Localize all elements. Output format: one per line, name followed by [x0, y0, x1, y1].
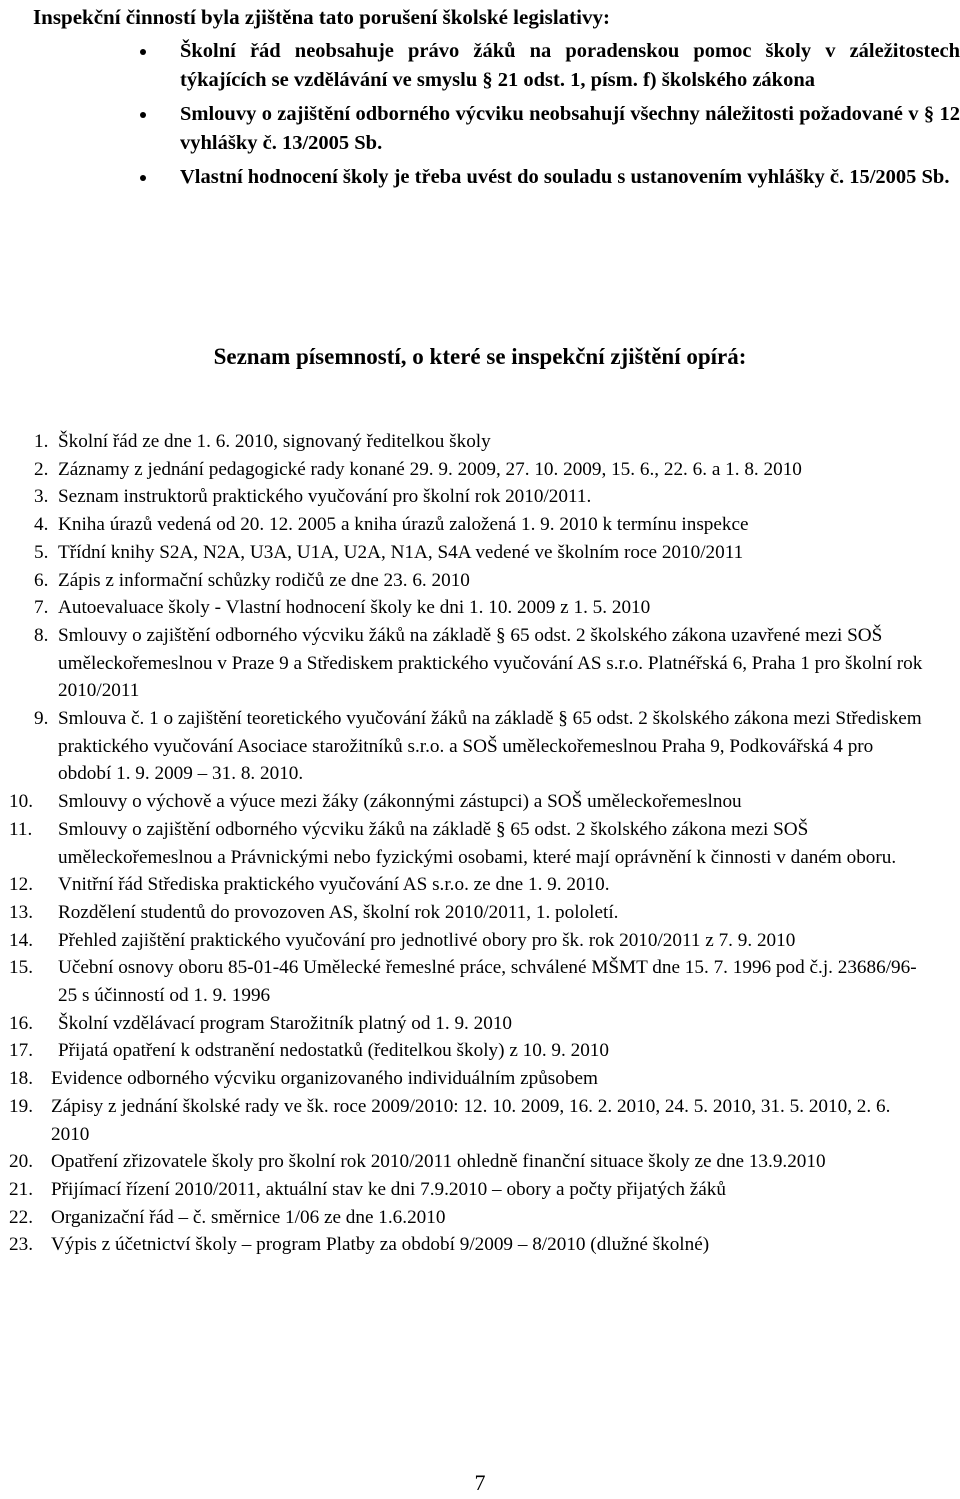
document-item	[0, 428, 930, 456]
document-text: Autoevaluace školy - Vlastní hodnocení školy ke dni 1. 10. 2009 z 1. 5. 2010	[58, 597, 651, 619]
document-text: Evidence odborného výcviku organizovaného individuálním způsobem	[51, 1068, 598, 1090]
document-text: Organizační řád – č. směrnice 1/06 ze dne 1.6.2010	[51, 1206, 446, 1228]
page-number: 7	[474, 1470, 486, 1495]
documents-list	[0, 428, 960, 1259]
document-text: Zápisy z jednání školské rady ve šk. roce 2009/2010: 12. 10. 2009, 16. 2. 2010, 24. 5. 2010, 31. 5. 2010, 2. 6. 2010	[51, 1095, 891, 1145]
document-item	[0, 1010, 930, 1038]
document-number: 21.	[9, 1178, 33, 1200]
document-number: 12.	[9, 874, 33, 896]
document-text: Vnitřní řád Střediska praktického vyučování AS s.r.o. ze dne 1. 9. 2010.	[58, 874, 610, 896]
document-number: 22.	[9, 1206, 33, 1228]
bullet-icon	[140, 49, 146, 55]
document-number: 6.	[34, 569, 49, 591]
document-number: 4.	[34, 514, 49, 536]
violation-item	[180, 100, 960, 157]
document-number: 11.	[9, 818, 33, 840]
document-number: 16.	[9, 1012, 33, 1034]
violation-text: Školní řád neobsahuje právo žáků na poradenskou pomoc školy v záležitostech týkajících se vzdělávání ve smyslu § 21 odst. 1, písm. f) školského zákona	[180, 40, 960, 91]
document-number: 8.	[34, 624, 49, 646]
document-text: Přijímací řízení 2010/2011, aktuální stav ke dni 7.9.2010 – obory a počty přijatých žáků	[51, 1178, 726, 1200]
document-item	[0, 1176, 930, 1204]
document-text: Rozdělení studentů do provozoven AS, školní rok 2010/2011, 1. pololetí.	[58, 901, 619, 923]
document-item	[0, 816, 930, 871]
violation-item	[180, 37, 960, 94]
document-text: Smlouvy o zajištění odborného výcviku žáků na základě § 65 odst. 2 školského zákona mezi SOŠ uměleckořemeslnou a Právnickými nebo fyzickými osobami, které mají oprávnění k činnosti v daném oboru.	[58, 818, 897, 868]
document-item	[0, 539, 930, 567]
document-text: Přijatá opatření k odstranění nedostatků (ředitelkou školy) z 10. 9. 2010	[58, 1040, 609, 1062]
document-text: Seznam instruktorů praktického vyučování pro školní rok 2010/2011.	[58, 486, 592, 508]
document-number: 5.	[34, 541, 49, 563]
document-text: Učební osnovy oboru 85-01-46 Umělecké řemeslné práce, schválené MŠMT dne 15. 7. 1996 pod č.j. 23686/96-25 s účinností od 1. 9. 1996	[58, 957, 917, 1007]
document-text: Smlouvy o výchově a výuce mezi žáky (zákonnými zástupci) a SOŠ uměleckořemeslnou	[58, 791, 742, 813]
document-number: 10.	[9, 791, 33, 813]
document-item	[0, 567, 930, 595]
document-item	[0, 1204, 930, 1232]
document-item	[0, 1231, 930, 1259]
document-item	[0, 622, 930, 705]
document-text: Zápis z informační schůzky rodičů ze dne 23. 6. 2010	[58, 569, 470, 591]
document-number: 1.	[34, 431, 49, 452]
document-item	[0, 927, 930, 955]
document-number: 15.	[9, 957, 33, 979]
document-item	[0, 594, 930, 622]
document-item	[0, 871, 930, 899]
document-number: 23.	[9, 1234, 33, 1256]
document-item	[0, 1148, 930, 1176]
violation-item	[180, 163, 960, 192]
document-number: 20.	[9, 1151, 33, 1173]
document-text: Školní vzdělávací program Starožitník platný od 1. 9. 2010	[58, 1012, 513, 1034]
document-text: Smlouvy o zajištění odborného výcviku žáků na základě § 65 odst. 2 školského zákona uzavřené mezi SOŠ uměleckořemeslnou v Praze 9 a Střediskem praktického vyučování AS s.r.o. Platnéřská 6, Praha 1 pro školní rok 2010/2011	[58, 624, 923, 702]
document-number: 13.	[9, 901, 33, 923]
document-item	[0, 705, 930, 788]
bullet-icon	[140, 175, 146, 181]
document-number: 18.	[9, 1068, 33, 1090]
document-text: Přehled zajištění praktického vyučování pro jednotlivé obory pro šk. rok 2010/2011 z 7. 9. 2010	[58, 929, 796, 951]
document-item	[0, 1093, 930, 1148]
violations-list	[180, 37, 960, 198]
violation-text: Vlastní hodnocení školy je třeba uvést do souladu s ustanovením vyhlášky č. 15/2005 Sb.	[180, 166, 950, 188]
documents-title: Seznam písemností, o které se inspekční zjištění opírá:	[213, 344, 747, 369]
document-item	[0, 899, 930, 927]
violations-heading: Inspekční činností byla zjištěna tato porušení školské legislativy:	[33, 5, 610, 29]
document-item	[0, 954, 930, 1009]
document-number: 17.	[9, 1040, 33, 1062]
bullet-icon	[140, 112, 146, 118]
document-text: Třídní knihy S2A, N2A, U3A, U1A, U2A, N1A, S4A vedené ve školním roce 2010/2011	[58, 541, 744, 563]
document-item	[0, 1065, 930, 1093]
document-number: 7.	[34, 597, 49, 619]
document-item	[0, 511, 930, 539]
document-number: 3.	[34, 486, 49, 508]
document-item	[0, 483, 930, 511]
document-text: Smlouva č. 1 o zajištění teoretického vyučování žáků na základě § 65 odst. 2 školského zákona mezi Střediskem praktického vyučování Asociace starožitníků s.r.o. a SOŠ uměleckořemeslnou Praha 9, Podkovářská 4 pro období 1. 9. 2009 – 31. 8. 2010.	[58, 708, 922, 785]
document-text: Záznamy z jednání pedagogické rady konané 29. 9. 2009, 27. 10. 2009, 15. 6., 22. 6. a 1. 8. 2010	[58, 458, 802, 480]
document-text: Opatření zřizovatele školy pro školní rok 2010/2011 ohledně finanční situace školy ze dne 13.9.2010	[51, 1151, 826, 1173]
document-item	[0, 456, 930, 484]
document-item	[0, 1037, 930, 1065]
document-number: 9.	[34, 708, 49, 730]
document-item	[0, 788, 930, 816]
document-text: Školní řád ze dne 1. 6. 2010, signovaný ředitelkou školy	[58, 431, 491, 452]
document-number: 14.	[9, 929, 33, 951]
document-number: 19.	[9, 1095, 33, 1117]
violation-text: Smlouvy o zajištění odborného výcviku neobsahují všechny náležitosti požadované v § 12 vyhlášky č. 13/2005 Sb.	[180, 103, 960, 154]
document-text: Výpis z účetnictví školy – program Platby za období 9/2009 – 8/2010 (dlužné školné)	[51, 1234, 710, 1256]
document-text: Kniha úrazů vedená od 20. 12. 2005 a kniha úrazů založená 1. 9. 2010 k termínu inspekce	[58, 514, 749, 536]
document-number: 2.	[34, 458, 49, 480]
